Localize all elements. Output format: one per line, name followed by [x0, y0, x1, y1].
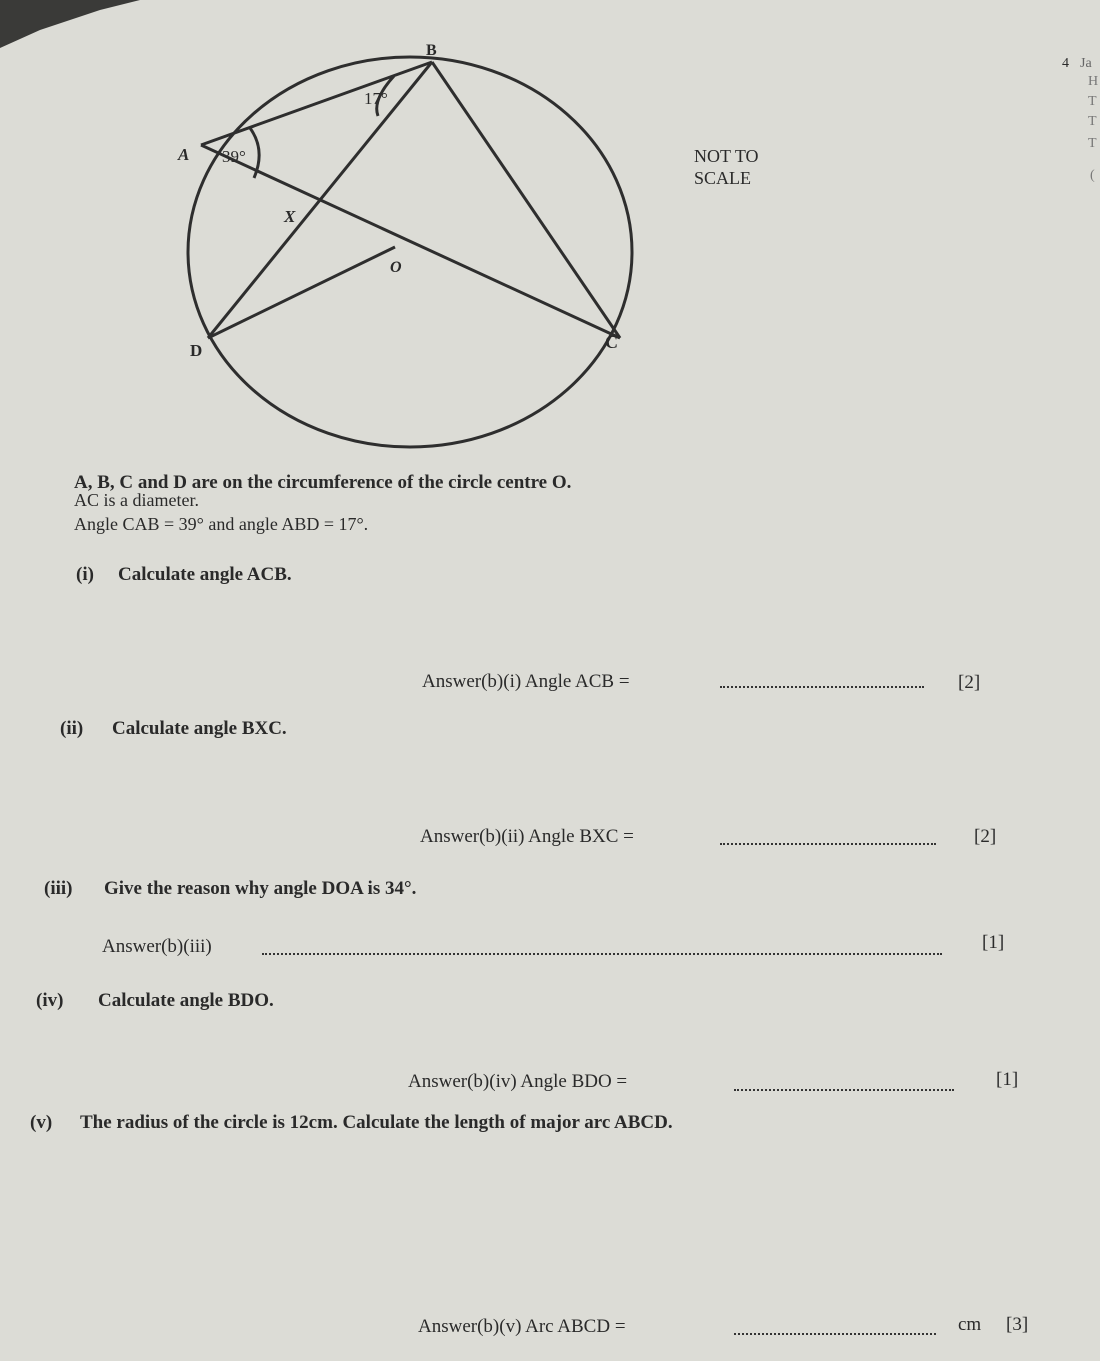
margin-fragment: H	[1088, 74, 1099, 89]
part-i-marks: [2]	[958, 672, 981, 693]
part-iv-answer-line[interactable]	[734, 1089, 954, 1091]
label-a: A	[178, 145, 190, 164]
diameter-ac	[201, 145, 620, 338]
part-v-marks: [3]	[1006, 1314, 1029, 1335]
intro-line3: Angle CAB = 39° and angle ABD = 17°.	[74, 514, 369, 534]
label-o: O	[390, 259, 402, 276]
chord-bc	[432, 62, 620, 338]
part-i-answer-label: Answer(b)(i) Angle ACB =	[422, 671, 630, 692]
part-ii-answer-line[interactable]	[720, 843, 936, 845]
angle-label-cab: 39°	[222, 147, 246, 166]
part-ii-question: Calculate angle BXC.	[112, 718, 287, 739]
part-ii-number: (ii)	[60, 718, 84, 739]
margin-fragment: Ja	[1080, 56, 1092, 71]
part-iii-number: (iii)	[44, 878, 73, 899]
part-iv-question: Calculate angle BDO.	[98, 990, 274, 1011]
label-c: C	[605, 332, 618, 352]
part-iii-answer-label: Answer(b)(iii)	[102, 936, 212, 957]
part-iv-number: (iv)	[36, 990, 64, 1011]
intro-line2: AC is a diameter.	[74, 490, 199, 510]
part-v-question: The radius of the circle is 12cm. Calculate the length of major arc ABCD.	[80, 1112, 673, 1133]
part-v-answer-label: Answer(b)(v) Arc ABCD =	[418, 1316, 626, 1337]
part-iv-marks: [1]	[996, 1069, 1019, 1090]
circle-diagram	[0, 0, 700, 470]
margin-fragment: T	[1088, 94, 1097, 109]
label-b: B	[426, 42, 437, 59]
part-ii-marks: [2]	[974, 826, 997, 847]
circle	[188, 57, 632, 447]
part-ii-answer-label: Answer(b)(ii) Angle BXC =	[420, 826, 634, 847]
label-d: D	[190, 341, 203, 360]
part-i-number: (i)	[76, 564, 94, 585]
part-i-answer-line[interactable]	[720, 686, 924, 688]
page-number: 4	[1062, 56, 1069, 71]
radius-do	[208, 247, 395, 338]
label-x: X	[284, 207, 296, 226]
not-to-scale-line1: NOT TO	[694, 146, 759, 166]
part-v-answer-line[interactable]	[734, 1333, 936, 1335]
part-iii-question: Give the reason why angle DOA is 34°.	[104, 878, 417, 899]
margin-fragment: (	[1090, 168, 1095, 183]
not-to-scale-line2: SCALE	[694, 168, 752, 188]
part-i-question: Calculate angle ACB.	[118, 564, 292, 585]
part-iii-marks: [1]	[982, 932, 1005, 953]
margin-fragment: T	[1088, 114, 1097, 129]
part-v-unit: cm	[958, 1314, 982, 1335]
intro-line1: A, B, C and D are on the circumference of the circle centre O.	[74, 472, 572, 493]
part-v-number: (v)	[30, 1112, 53, 1133]
angle-label-abd: 17°	[364, 89, 388, 108]
margin-fragment: T	[1088, 136, 1097, 151]
part-iii-answer-line[interactable]	[262, 953, 942, 955]
part-iv-answer-label: Answer(b)(iv) Angle BDO =	[408, 1071, 628, 1092]
